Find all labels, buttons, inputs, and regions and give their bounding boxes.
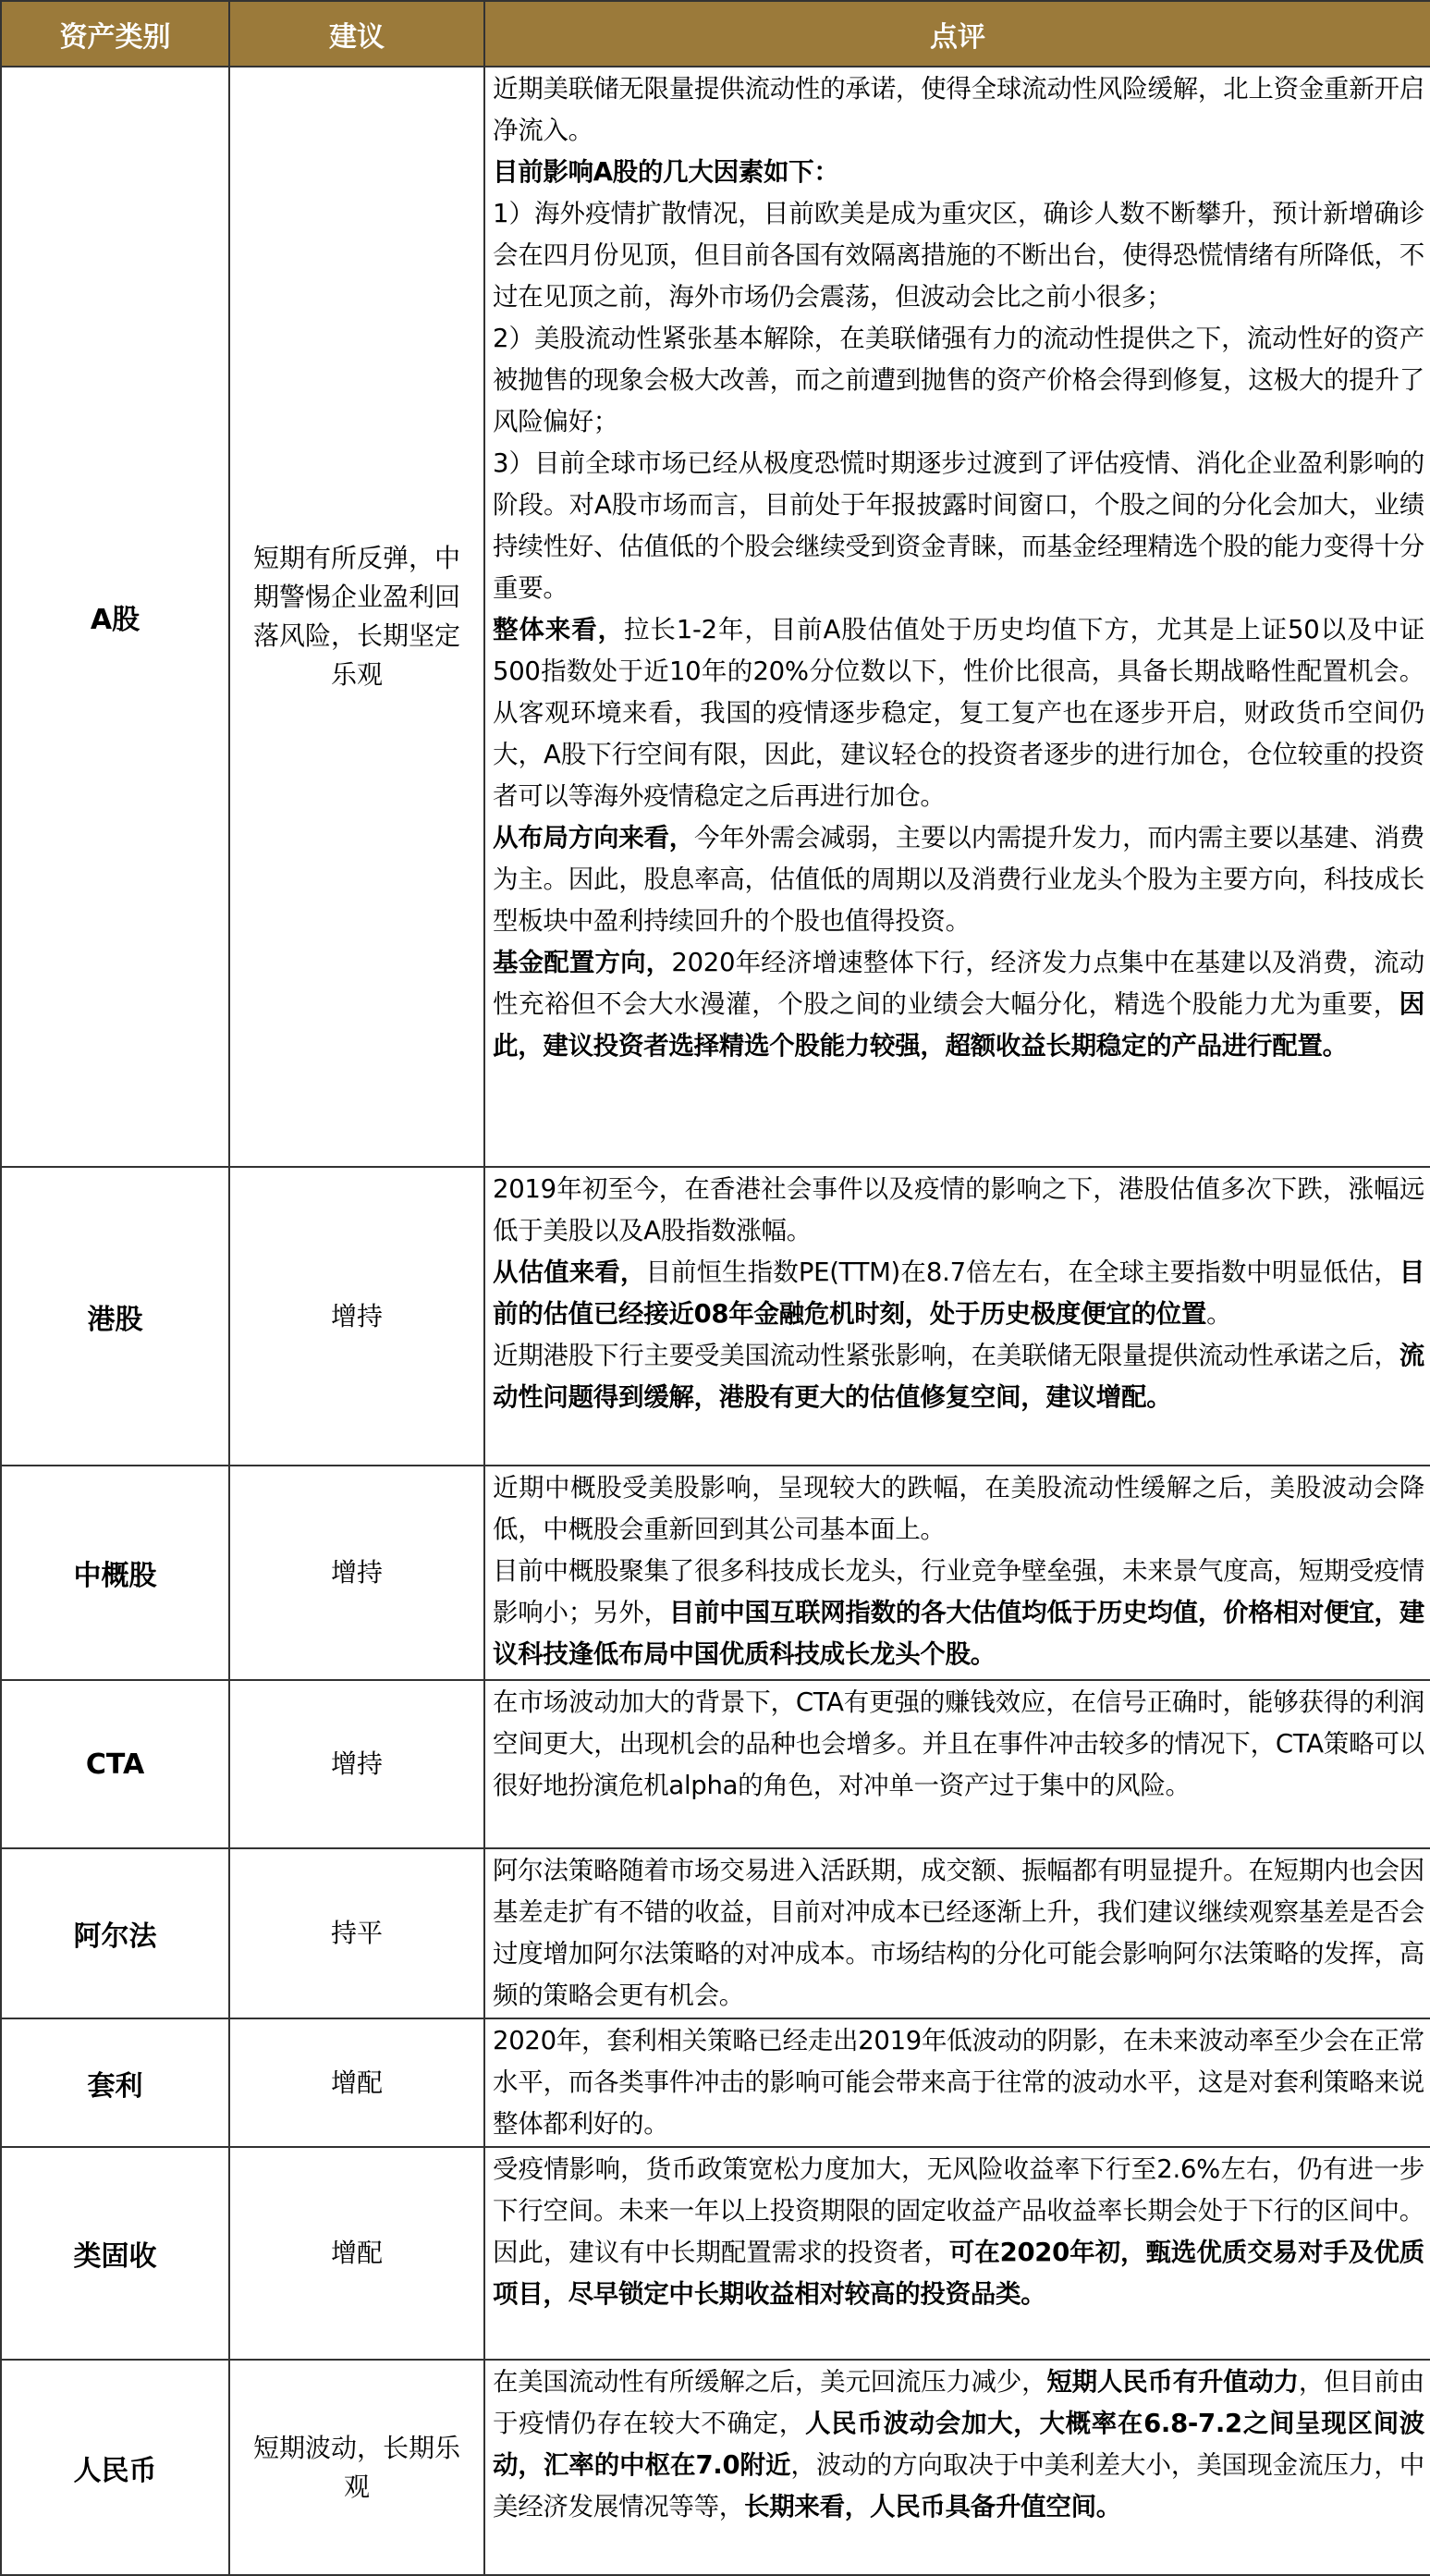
suggestion-cell: 短期波动，长期乐观 [229, 2360, 484, 2575]
comment-paragraph [493, 1850, 1424, 2017]
comment-bold-text: 可在2020年初，甄选优质交易对手及优质项目，尽早锁定中长期收益相对较高的投资品类。 [493, 2238, 1424, 2309]
comment-bold-text: 目前中国互联网指数的各大估值均低于历史均值，价格相对便宜，建议科技逢低布局中国优质科技成长龙头个股。 [493, 1598, 1425, 1669]
comment-text: 近期美联储无限量提供流动性的承诺，使得全球流动性风险缓解，北上资金重新开启净流入。 [493, 74, 1424, 145]
comment-paragraph [493, 2020, 1424, 2145]
comment-bold-text: 人民币波动会加大，大概率在6.8-7.2之间呈现区间波动，汇率的中枢在7.0附近 [493, 2409, 1424, 2480]
table-row [1, 1848, 1430, 2018]
comment-paragraph [493, 1551, 1424, 1675]
comment-text: 2019年初至今，在香港社会事件以及疫情的影响之下，港股估值多次下跌，涨幅远低于美股以及A股指数涨幅。 [493, 1174, 1424, 1245]
comment-text: 今年外需会减弱，主要以内需提升发力，而内需主要以基建、消费为主。因此，股息率高，估值低的周期以及消费行业龙头个股为主要方向，科技成长型板块中盈利持续回升的个股也值得投资。 [493, 823, 1424, 936]
table-row [1, 2147, 1430, 2360]
comment-bold-text: 从布局方向来看， [493, 823, 694, 853]
comment-paragraph [493, 2149, 1424, 2315]
comment-text: 2020年，套利相关策略已经走出2019年低波动的阴影，在未来波动率至少会在正常水平，而各类事件冲击的影响可能会带来高于往常的波动水平，这是对套利策略来说整体都利好的。 [493, 2026, 1424, 2139]
comment-paragraph [493, 1682, 1424, 1807]
comment-paragraph [493, 609, 1424, 817]
category-cell: A股 [1, 67, 229, 1167]
comment-bold-text: 因此，建议投资者选择精选个股能力较强，超额收益长期稳定的产品进行配置。 [493, 989, 1424, 1061]
comment-cell [484, 2018, 1430, 2147]
suggestion-cell: 增配 [229, 2018, 484, 2147]
comment-text: ，波动的方向取决于中美利差大小，美国现金流压力，中美经济发展情况等等， [493, 2450, 1424, 2521]
table-row [1, 1167, 1430, 1466]
comment-text: 近期中概股受美股影响，呈现较大的跌幅，在美股流动性缓解之后，美股波动会降低，中概股会重新回到其公司基本面上。 [493, 1473, 1424, 1544]
category-cell: 阿尔法 [1, 1848, 229, 2018]
header-comment: 点评 [484, 1, 1430, 67]
category-cell: 港股 [1, 1167, 229, 1466]
category-cell: CTA [1, 1680, 229, 1848]
suggestion-cell: 持平 [229, 1848, 484, 2018]
comment-cell [484, 1466, 1430, 1680]
comment-cell [484, 2147, 1430, 2360]
comment-bold-text: 从估值来看， [493, 1257, 646, 1287]
category-cell: 类固收 [1, 2147, 229, 2360]
comment-text: 在美国流动性有所缓解之后，美元回流压力减少， [493, 2367, 1047, 2397]
comment-text: 在市场波动加大的背景下，CTA有更强的赚钱效应，在信号正确时，能够获得的利润空间更大，出现机会的品种也会增多。并且在事件冲击较多的情况下，CTA策略可以很好地扮演危机alpha的角色，对冲单一资产过于集中的风险。 [493, 1687, 1424, 1800]
comment-paragraph [493, 1335, 1424, 1418]
comment-bold-text: 整体来看， [493, 615, 624, 644]
comment-text: 目前中概股聚集了很多科技成长龙头，行业竞争壁垒强，未来景气度高，短期受疫情影响小；另外， [493, 1556, 1424, 1627]
comment-bold-text: 短期人民币有升值动力 [1046, 2367, 1299, 2397]
suggestion-cell: 增持 [229, 1466, 484, 1680]
comment-paragraph [493, 2361, 1424, 2528]
comment-bold-text: 目前影响A股的几大因素如下： [493, 157, 839, 187]
header-row [1, 1, 1430, 67]
suggestion-cell: 短期有所反弹，中期警惕企业盈利回落风险，长期坚定乐观 [229, 67, 484, 1167]
comment-text: 3）目前全球市场已经从极度恐慌时期逐步过渡到了评估疫情、消化企业盈利影响的阶段。对A股市场而言，目前处于年报披露时间窗口，个股之间的分化会加大，业绩持续性好、估值低的个股会继续受到资金青睐，而基金经理精选个股的能力变得十分重要。 [493, 448, 1424, 603]
comment-text: 。 [1206, 1299, 1232, 1329]
table-row [1, 2018, 1430, 2147]
comment-bold-text: 流动性问题得到缓解，港股有更大的估值修复空间，建议增配。 [493, 1341, 1424, 1412]
comment-bold-text: 基金配置方向， [493, 948, 672, 977]
table-row [1, 1466, 1430, 1680]
comment-paragraph [493, 193, 1424, 318]
comment-text: 2）美股流动性紧张基本解除，在美联储强有力的流动性提供之下，流动性好的资产被抛售的现象会极大改善，而之前遭到抛售的资产价格会得到修复，这极大的提升了风险偏好； [493, 324, 1424, 436]
comment-cell [484, 1167, 1430, 1466]
comment-paragraph [493, 942, 1424, 1067]
comment-text: 受疫情影响，货币政策宽松力度加大，无风险收益率下行至2.6%左右，仍有进一步下行空间。未来一年以上投资期限的固定收益产品收益率长期会处于下行的区间中。因此，建议有中长期配置需求的投资者， [493, 2154, 1424, 2267]
comment-cell [484, 2360, 1430, 2575]
comment-paragraph [493, 1467, 1424, 1551]
header-category: 资产类别 [1, 1, 229, 67]
comment-cell [484, 1848, 1430, 2018]
comment-text: 拉长1-2年，目前A股估值处于历史均值下方，尤其是上证50以及中证500指数处于近10年的20%分位数以下，性价比很高，具备长期战略性配置机会。从客观环境来看，我国的疫情逐步稳定，复工复产也在逐步开启，财政货币空间仍大，A股下行空间有限，因此，建议轻仓的投资者逐步的进行加仓，仓位较重的投资者可以等海外疫情稳定之后再进行加仓。 [493, 615, 1424, 811]
table-row [1, 1680, 1430, 1848]
comment-cell [484, 67, 1430, 1167]
comment-bold-text: 长期来看，人民币具备升值空间。 [744, 2492, 1121, 2521]
table-row [1, 67, 1430, 1167]
table-row [1, 2360, 1430, 2575]
comment-paragraph [493, 817, 1424, 942]
category-cell: 中概股 [1, 1466, 229, 1680]
comment-paragraph [493, 152, 1424, 193]
comment-paragraph [493, 443, 1424, 609]
suggestion-cell: 增持 [229, 1680, 484, 1848]
comment-paragraph [493, 1252, 1424, 1335]
comment-text: 2020年经济增速整体下行，经济发力点集中在基建以及消费，流动性充裕但不会大水漫灌，个股之间的业绩会大幅分化，精选个股能力尤为重要， [493, 948, 1424, 1019]
comment-paragraph [493, 318, 1424, 443]
comment-cell [484, 1680, 1430, 1848]
comment-text: 目前恒生指数PE(TTM)在8.7倍左右，在全球主要指数中明显低估， [645, 1257, 1399, 1287]
suggestion-cell: 增持 [229, 1167, 484, 1466]
category-cell: 套利 [1, 2018, 229, 2147]
category-cell: 人民币 [1, 2360, 229, 2575]
comment-text: 1）海外疫情扩散情况，目前欧美是成为重灾区，确诊人数不断攀升，预计新增确诊会在四月份见顶，但目前各国有效隔离措施的不断出台，使得恐慌情绪有所降低，不过在见顶之前，海外市场仍会震荡，但波动会比之前小很多； [493, 199, 1424, 312]
suggestion-cell: 增配 [229, 2147, 484, 2360]
comment-text: 阿尔法策略随着市场交易进入活跃期，成交额、振幅都有明显提升。在短期内也会因基差走扩有不错的收益，目前对冲成本已经逐渐上升，我们建议继续观察基差是否会过度增加阿尔法策略的对冲成本。市场结构的分化可能会影响阿尔法策略的发挥，高频的策略会更有机会。 [493, 1856, 1424, 2010]
comment-bold-text: 目前的估值已经接近08年金融危机时刻，处于历史极度便宜的位置 [493, 1257, 1424, 1329]
comment-text: 近期港股下行主要受美国流动性紧张影响，在美联储无限量提供流动性承诺之后， [493, 1341, 1399, 1370]
comment-text: ，但目前由于疫情仍存在较大不确定， [493, 2367, 1425, 2438]
comment-paragraph [493, 1169, 1424, 1252]
comment-paragraph [493, 68, 1424, 152]
header-suggestion: 建议 [229, 1, 484, 67]
